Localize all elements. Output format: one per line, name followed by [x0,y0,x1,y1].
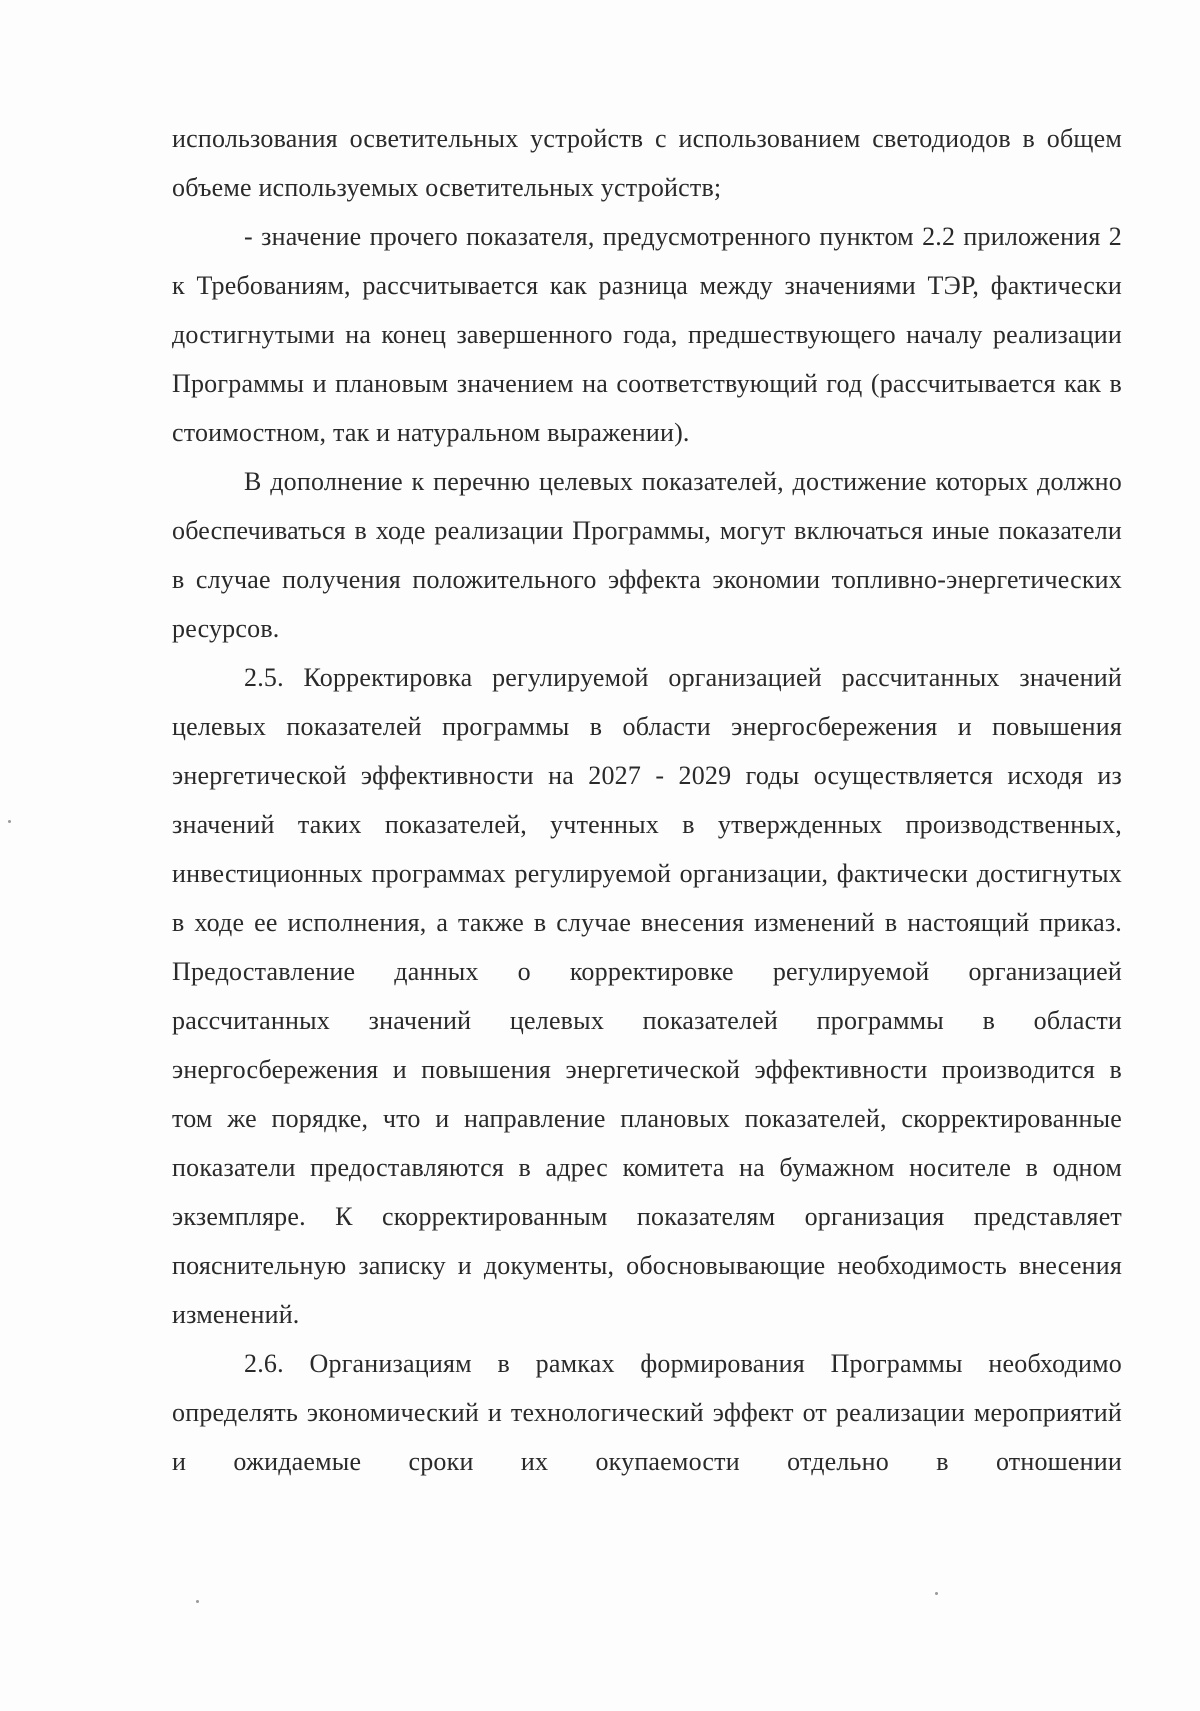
scan-speck [196,1600,199,1603]
paragraph-additional-indicators: В дополнение к перечню целевых показателей, достижение которых должно обеспечиваться в ходе реализации Программы, могут включаться иные показатели в случае получения положительного эффекта экономии топливно-энергетических ресурсов. [172,467,1122,643]
scan-speck [8,820,11,823]
document-body [172,114,1122,1486]
scan-speck [935,1592,938,1595]
paragraph-2-6: 2.6. Организациям в рамках формирования Программы необходимо определять экономический и технологический эффект от реализации мероприятий и ожидаемые сроки их окупаемости отдельно в отношении [172,1349,1122,1476]
paragraph-other-indicator: - значение прочего показателя, предусмотренного пунктом 2.2 приложения 2 к Требованиям, рассчитывается как разница между значениями ТЭР, фактически достигнутыми на конец завершенного года, предшествующего началу реализации Программы и плановым значением на соответствующий год (рассчитывается как в стоимостном, так и натуральном выражении). [172,222,1122,447]
paragraph-2-5: 2.5. Корректировка регулируемой организацией рассчитанных значений целевых показателей программы в области энергосбережения и повышения энергетической эффективности на 2027 - 2029 годы осуществляется исходя из значений таких показателей, учтенных в утвержденных производственных, инвестиционных программах регулируемой организации, фактически достигнутых в ходе ее исполнения, а также в случае внесения изменений в настоящий приказ. Предоставление данных о корректировке регулируемой организацией рассчитанных значений целевых показателей программы в области энергосбережения и повышения энергетической эффективности производится в том же порядке, что и направление плановых показателей, скорректированные показатели предоставляются в адрес комитета на бумажном носителе в одном экземпляре. К скорректированным показателям организация представляет пояснительную записку и документы, обосновывающие необходимость внесения изменений. [172,663,1122,1329]
paragraph-continuation: использования осветительных устройств с использованием светодиодов в общем объеме используемых осветительных устройств; [172,124,1122,202]
